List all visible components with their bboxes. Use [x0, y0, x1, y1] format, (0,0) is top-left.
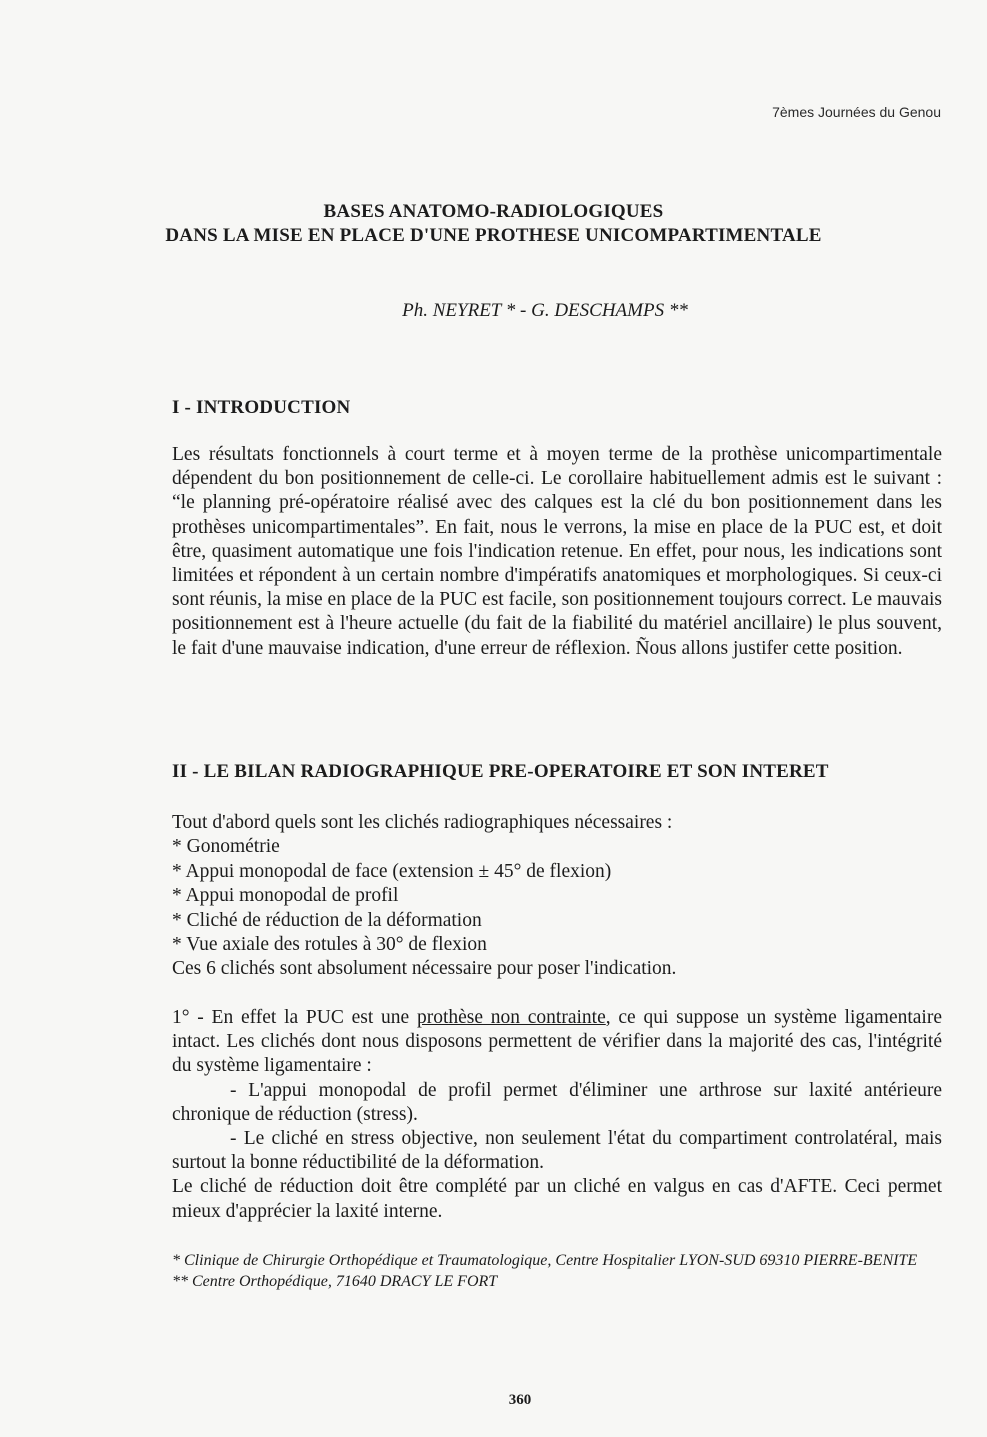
list-item: * Gonométrie	[172, 836, 280, 858]
article-title	[0, 200, 987, 248]
list-item: * Vue axiale des rotules à 30° de flexion	[172, 934, 487, 956]
footnotes	[172, 1250, 942, 1292]
list-item: * Cliché de réduction de la déformation	[172, 909, 482, 931]
point-1-end: Le cliché de réduction doit être complété par un cliché en valgus en cas d'AFTE. Ceci permet mieux d'apprécier la laxité interne.	[172, 1176, 942, 1222]
p1-underlined: prothèse non contrainte	[416, 1007, 606, 1028]
dash-item-2: - Le cliché en stress objective, non seulement l'état du compartiment controlatéral, mais surtout la bonne réductibilité de la déformation.	[172, 1128, 942, 1174]
running-head: 7èmes Journées du Genou	[772, 104, 941, 120]
introduction-paragraph: Les résultats fonctionnels à court terme et à moyen terme de la prothèse unicompartimentale dépendent du bon positionnement de celle-ci. Le corollaire habituellement admis est le suivant : “le planning pré-opératoire réalisé avec des calques est la clé du bon positionnement dans les prothèses unicompartimentales”. En fait, nous le verrons, la mise en place de la PUC est, et doit être, quasiment automatique une fois l'indication retenue. En effet, pour nous, les indications sont limitées et répondent à un certain nombre d'impératifs anatomiques et morphologiques. Si ceux-ci sont réunis, la mise en place de la PUC est facile, son positionnement toujours correct. Le mauvais positionnement est à l'heure actuelle (du fait de la fiabilité du matériel ancillaire) le plus souvent, le fait d'une mauvaise indication, d'une erreur de réflexion. Ñous allons justifer cette position.	[172, 444, 942, 659]
point-1-paragraph	[172, 1006, 942, 1079]
p1-prefix: 1° - En effet la PUC est une	[172, 1007, 417, 1028]
authors: Ph. NEYRET * - G. DESCHAMPS **	[402, 300, 688, 321]
title-line-1: BASES ANATOMO-RADIOLOGIQUES	[323, 201, 664, 222]
p1-suffix: , ce qui suppose un système ligamentaire intact. Les clichés dont nous disposons permettent de vérifier dans la majorité des cas, l'intégrité du système ligamentaire :	[172, 1007, 943, 1077]
list-lead: Tout d'abord quels sont les clichés radiographiques nécessaires :	[172, 812, 673, 833]
title-line-2: DANS LA MISE EN PLACE D'UNE PROTHESE UNICOMPARTIMENTALE	[165, 225, 822, 246]
page-number: 360	[508, 1392, 532, 1408]
point-1-block	[172, 1006, 942, 1224]
list-item: * Appui monopodal de profil	[172, 885, 399, 907]
radiograph-list	[172, 811, 676, 982]
section-2-heading: II - LE BILAN RADIOGRAPHIQUE PRE-OPERATOIRE ET SON INTERET	[172, 761, 829, 782]
footnote-1: * Clinique de Chirurgie Orthopédique et Traumatologique, Centre Hospitalier LYON-SUD 69310 PIERRE-BENITE	[172, 1252, 918, 1269]
list-closing: Ces 6 clichés sont absolument nécessaire pour poser l'indication.	[172, 958, 677, 980]
footnote-2: ** Centre Orthopédique, 71640 DRACY LE FORT	[172, 1273, 498, 1290]
dash-item-1: - L'appui monopodal de profil permet d'éliminer une arthrose sur laxité antérieure chronique de réduction (stress).	[172, 1079, 942, 1125]
list-item: * Appui monopodal de face (extension ± 45° de flexion)	[172, 860, 612, 882]
section-1-heading: I - INTRODUCTION	[172, 397, 351, 418]
